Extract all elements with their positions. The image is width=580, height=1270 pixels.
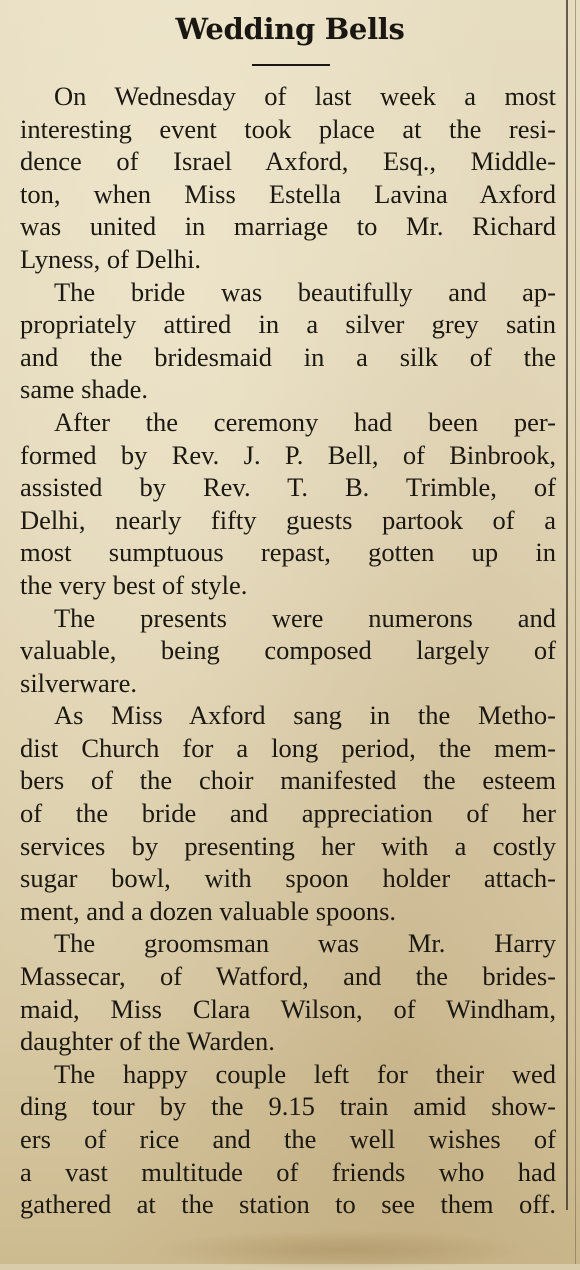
article-title: Wedding Bells bbox=[175, 12, 405, 46]
article-line: The presents were numerons and bbox=[54, 602, 556, 633]
article-line: propriately attired in a silver grey satin bbox=[20, 309, 556, 340]
article-line: ding tour by the 9.15 train amid show- bbox=[20, 1091, 556, 1122]
article-line: services by presenting her with a costly bbox=[20, 830, 556, 861]
article-line: dence of Israel Axford, Esq., Middle- bbox=[20, 146, 556, 177]
article-line: was united in marriage to Mr. Richard bbox=[20, 211, 556, 242]
article-line: assisted by Rev. T. B. Trimble, of bbox=[20, 472, 556, 503]
article-line: ers of rice and the well wishes of bbox=[20, 1124, 556, 1154]
article-line: The groomsman was Mr. Harry bbox=[54, 928, 556, 959]
article-line: dist Church for a long period, the mem- bbox=[20, 732, 556, 763]
article-line: On Wednesday of last week a most bbox=[54, 81, 556, 111]
article-line: bers of the choir manifested the esteem bbox=[20, 765, 556, 796]
column-rule bbox=[566, 0, 568, 1210]
article-line: maid, Miss Clara Wilson, of Windham, bbox=[20, 993, 556, 1024]
article-line: Lyness, of Delhi. bbox=[20, 243, 202, 274]
article-body bbox=[20, 80, 556, 1221]
article-line: The bride was beautifully and ap- bbox=[54, 276, 556, 307]
article-line: daughter of the Warden. bbox=[20, 1026, 275, 1057]
article-line: formed by Rev. J. P. Bell, of Binbrook, bbox=[20, 439, 556, 470]
article-line: the very best of style. bbox=[20, 569, 248, 600]
article-line: sugar bowl, with spoon holder attach- bbox=[20, 863, 556, 894]
article-line: ton, when Miss Estella Lavina Axford bbox=[20, 178, 556, 209]
article-line: As Miss Axford sang in the Metho- bbox=[54, 700, 556, 731]
paper-stain bbox=[150, 1230, 530, 1270]
column-edge bbox=[575, 0, 576, 1264]
article-line: valuable, being composed largely of bbox=[20, 635, 556, 666]
article-line: gathered at the station to see them off. bbox=[20, 1189, 556, 1220]
article-line: Massecar, of Watford, and the brides- bbox=[20, 961, 556, 992]
article-line: and the bridesmaid in a silk of the bbox=[20, 341, 556, 372]
article-line: The happy couple left for their wed bbox=[54, 1058, 556, 1089]
article-line: same shade. bbox=[20, 374, 149, 405]
article-line: Delhi, nearly fifty guests partook of a bbox=[20, 504, 556, 535]
article-line: ment, and a dozen valuable spoons. bbox=[20, 895, 397, 926]
article-line: of the bride and appreciation of her bbox=[20, 798, 556, 829]
title-underline bbox=[252, 64, 330, 66]
article-line: interesting event took place at the resi- bbox=[20, 113, 556, 144]
article-line: silverware. bbox=[20, 667, 137, 698]
article-line: After the ceremony had been per- bbox=[54, 406, 556, 437]
article-line: most sumptuous repast, gotten up in bbox=[20, 537, 556, 568]
article-line: a vast multitude of friends who had bbox=[20, 1156, 556, 1187]
